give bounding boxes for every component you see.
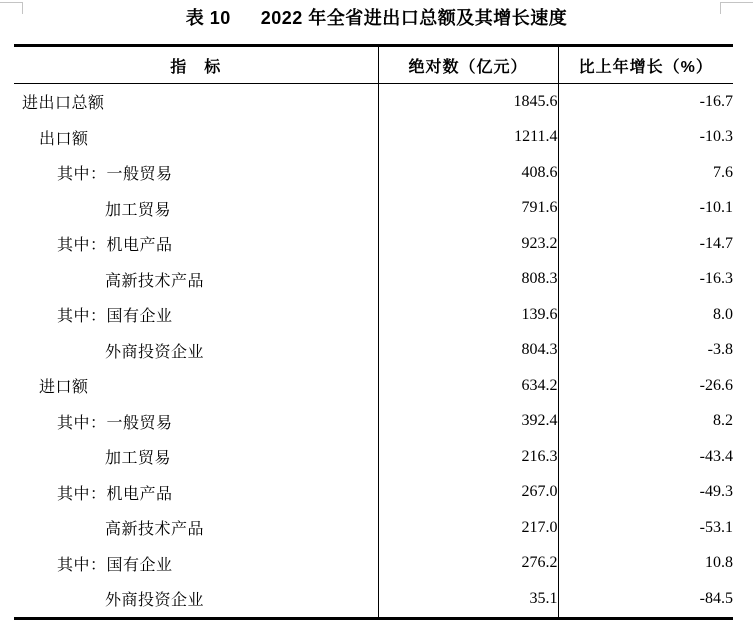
table-body bbox=[14, 84, 733, 619]
column-header-growth: 比上年增长（%） bbox=[558, 46, 733, 84]
growth-cell: 8.2 bbox=[558, 404, 733, 440]
growth-cell: -10.3 bbox=[558, 120, 733, 156]
growth-cell: -10.1 bbox=[558, 191, 733, 227]
absolute-value-cell: 791.6 bbox=[378, 191, 558, 227]
indicator-cell: 其中：国有企业 bbox=[57, 556, 173, 574]
table-row bbox=[14, 262, 733, 298]
indicator-cell: 其中：国有企业 bbox=[57, 308, 173, 326]
import-export-table bbox=[14, 44, 733, 620]
table-row bbox=[14, 155, 733, 191]
table-row bbox=[14, 475, 733, 511]
table-title-text: 2022 年全省进出口总额及其增长速度 bbox=[260, 8, 568, 28]
growth-cell: 8.0 bbox=[558, 297, 733, 333]
table-row bbox=[14, 333, 733, 369]
absolute-value-cell: 139.6 bbox=[378, 297, 558, 333]
header-row bbox=[14, 46, 733, 84]
table-row bbox=[14, 84, 733, 120]
absolute-value-cell: 217.0 bbox=[378, 510, 558, 546]
growth-cell: -53.1 bbox=[558, 510, 733, 546]
indicator-cell: 其中：机电产品 bbox=[57, 237, 173, 255]
indicator-cell: 高新技术产品 bbox=[105, 272, 205, 290]
growth-cell: 10.8 bbox=[558, 546, 733, 582]
absolute-value-cell: 35.1 bbox=[378, 581, 558, 618]
table-row bbox=[14, 581, 733, 618]
indicator-cell: 加工贸易 bbox=[105, 450, 172, 468]
table-number-label: 表 10 bbox=[185, 8, 231, 28]
absolute-value-cell: 804.3 bbox=[378, 333, 558, 369]
absolute-value-cell: 216.3 bbox=[378, 439, 558, 475]
growth-cell: -84.5 bbox=[558, 581, 733, 618]
growth-cell: 7.6 bbox=[558, 155, 733, 191]
growth-cell: -16.7 bbox=[558, 84, 733, 120]
absolute-value-cell: 634.2 bbox=[378, 368, 558, 404]
table-row bbox=[14, 368, 733, 404]
table-row bbox=[14, 439, 733, 475]
table-row bbox=[14, 297, 733, 333]
column-header-indicator: 指 标 bbox=[14, 46, 378, 84]
column-header-absolute-value: 绝对数（亿元） bbox=[378, 46, 558, 84]
indicator-cell: 出口额 bbox=[39, 130, 89, 148]
growth-cell: -16.3 bbox=[558, 262, 733, 298]
absolute-value-cell: 276.2 bbox=[378, 546, 558, 582]
absolute-value-cell: 923.2 bbox=[378, 226, 558, 262]
absolute-value-cell: 267.0 bbox=[378, 475, 558, 511]
table-row bbox=[14, 226, 733, 262]
absolute-value-cell: 1845.6 bbox=[378, 84, 558, 120]
indicator-cell: 外商投资企业 bbox=[105, 592, 205, 610]
table-row bbox=[14, 120, 733, 156]
indicator-cell: 其中：一般贸易 bbox=[57, 414, 173, 432]
absolute-value-cell: 1211.4 bbox=[378, 120, 558, 156]
indicator-cell: 进口额 bbox=[39, 379, 89, 397]
indicator-cell: 进出口总额 bbox=[22, 95, 105, 113]
table-row bbox=[14, 404, 733, 440]
table-row bbox=[14, 191, 733, 227]
indicator-cell: 其中：机电产品 bbox=[57, 485, 173, 503]
table-title bbox=[0, 5, 753, 31]
absolute-value-cell: 408.6 bbox=[378, 155, 558, 191]
growth-cell: -26.6 bbox=[558, 368, 733, 404]
indicator-cell: 高新技术产品 bbox=[105, 521, 205, 539]
growth-cell: -49.3 bbox=[558, 475, 733, 511]
indicator-cell: 加工贸易 bbox=[105, 201, 172, 219]
growth-cell: -43.4 bbox=[558, 439, 733, 475]
absolute-value-cell: 392.4 bbox=[378, 404, 558, 440]
table-row bbox=[14, 510, 733, 546]
absolute-value-cell: 808.3 bbox=[378, 262, 558, 298]
growth-cell: -14.7 bbox=[558, 226, 733, 262]
indicator-cell: 其中：一般贸易 bbox=[57, 166, 173, 184]
growth-cell: -3.8 bbox=[558, 333, 733, 369]
table-row bbox=[14, 546, 733, 582]
indicator-cell: 外商投资企业 bbox=[105, 343, 205, 361]
